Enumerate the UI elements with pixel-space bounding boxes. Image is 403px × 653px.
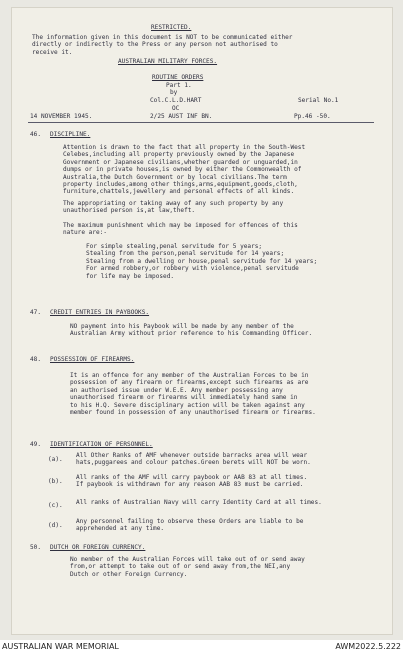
list-item-text: All ranks of the AMF will carry paybook or AAB 83 at all times. If paybook is withdrawn for any reason AAB 83 must be carried. — [76, 474, 308, 489]
section-heading: DISCIPLINE. — [50, 131, 91, 138]
list-item-text: All ranks of Australian Navy will carry Identity Card at all times. — [76, 499, 322, 506]
force-title: AUSTRALIAN MILITARY FORCES. — [118, 58, 218, 65]
header-rule — [28, 122, 374, 123]
section-paragraph: No member of the Australian Forces will take out of or send away from,or attempt to take out of or send away from,the NEI,any Dutch or other Foreign Currency. — [70, 556, 305, 578]
page-reference: Pp.46 -50. — [294, 113, 331, 120]
section-heading: DUTCH OR FOREIGN CURRENCY. — [50, 544, 146, 551]
commander-name: Col.C.L.D.HART — [150, 97, 202, 104]
section-paragraph: NO payment into his Paybook will be made by any member of the Australian Army without prior reference to his Commanding Officer. — [70, 323, 313, 338]
penalty-list: For simple stealing,penal servitude for 5 years; Stealing from the person,penal servitude for 14 years; Stealing from a dwelling or house,penal servitude for 14 years; For armed robbery,or robbery with violence,penal servitude for life may be imposed. — [86, 243, 318, 280]
list-item-label: (d). — [48, 522, 63, 529]
list-item-label: (b). — [48, 478, 63, 485]
section-number: 46. — [30, 131, 42, 138]
section-number: 50. — [30, 544, 42, 551]
oc-label: OC — [172, 105, 180, 112]
by-label: by — [170, 89, 178, 96]
section-paragraph: Attention is drawn to the fact that all property in the South-West Celebes,including all property previously owned by the Japanese Government or Japanese civilians,whether guarded or unguarded,in dumps or in private houses,is owned by either the Commonwealth of Australia,the Dutch Government or by local civilians.The term property includes,among other things,arms,equipment,goods,cloth, furniture,chattels,jewellery and personal effects of all kinds. — [63, 144, 306, 196]
section-number: 48. — [30, 356, 42, 363]
serial-number: Serial No.1 — [298, 97, 339, 104]
section-paragraph: It is an offence for any member of the Australian Forces to be in possession of any firearm or firearms,except such firearms as are an authorised issue under W.E.E. Any member possessing any unauthorised firearm or firearms will immediately hand same in to his H.Q. Severe disciplinary action will be taken against any member found in possession of any unauthorised firearm or firearms. — [70, 372, 316, 417]
section-paragraph: The appropriating or taking away of any such property by any unauthorised person is,at law,theft. — [63, 200, 284, 215]
section-heading: CREDIT ENTRIES IN PAYBOOKS. — [50, 309, 150, 316]
section-paragraph: The maximum punishment which may be imposed for offences of this nature are:- — [63, 222, 298, 237]
distribution-warning: The information given in this document is NOT to be communicated either directly or indirectly to the Press or any person not authorised to receive it. — [32, 34, 293, 56]
classification-heading: RESTRICTED. — [151, 24, 192, 31]
list-item-label: (c). — [48, 502, 63, 509]
section-heading: POSSESSION OF FIREARMS. — [50, 356, 135, 363]
section-heading: IDENTIFICATION OF PERSONNEL. — [50, 441, 153, 448]
part-label: Part 1. — [166, 82, 192, 89]
order-date: 14 NOVEMBER 1945. — [30, 113, 93, 120]
list-item-text: Any personnel failing to observe these Orders are liable to be apprehended at any time. — [76, 518, 304, 533]
section-number: 47. — [30, 309, 42, 316]
archive-credit: AUSTRALIAN WAR MEMORIAL — [2, 642, 119, 651]
list-item-label: (a). — [48, 456, 63, 463]
unit-name: 2/25 AUST INF BN. — [150, 113, 213, 120]
orders-title: ROUTINE ORDERS — [152, 74, 204, 81]
archive-accession-number: AWM2022.5.222 — [335, 642, 401, 651]
list-item-text: All Other Ranks of AMF whenever outside barracks area will wear hats,puggarees and colour patches.Green berets will NOT be worn. — [76, 452, 311, 467]
section-number: 49. — [30, 441, 42, 448]
